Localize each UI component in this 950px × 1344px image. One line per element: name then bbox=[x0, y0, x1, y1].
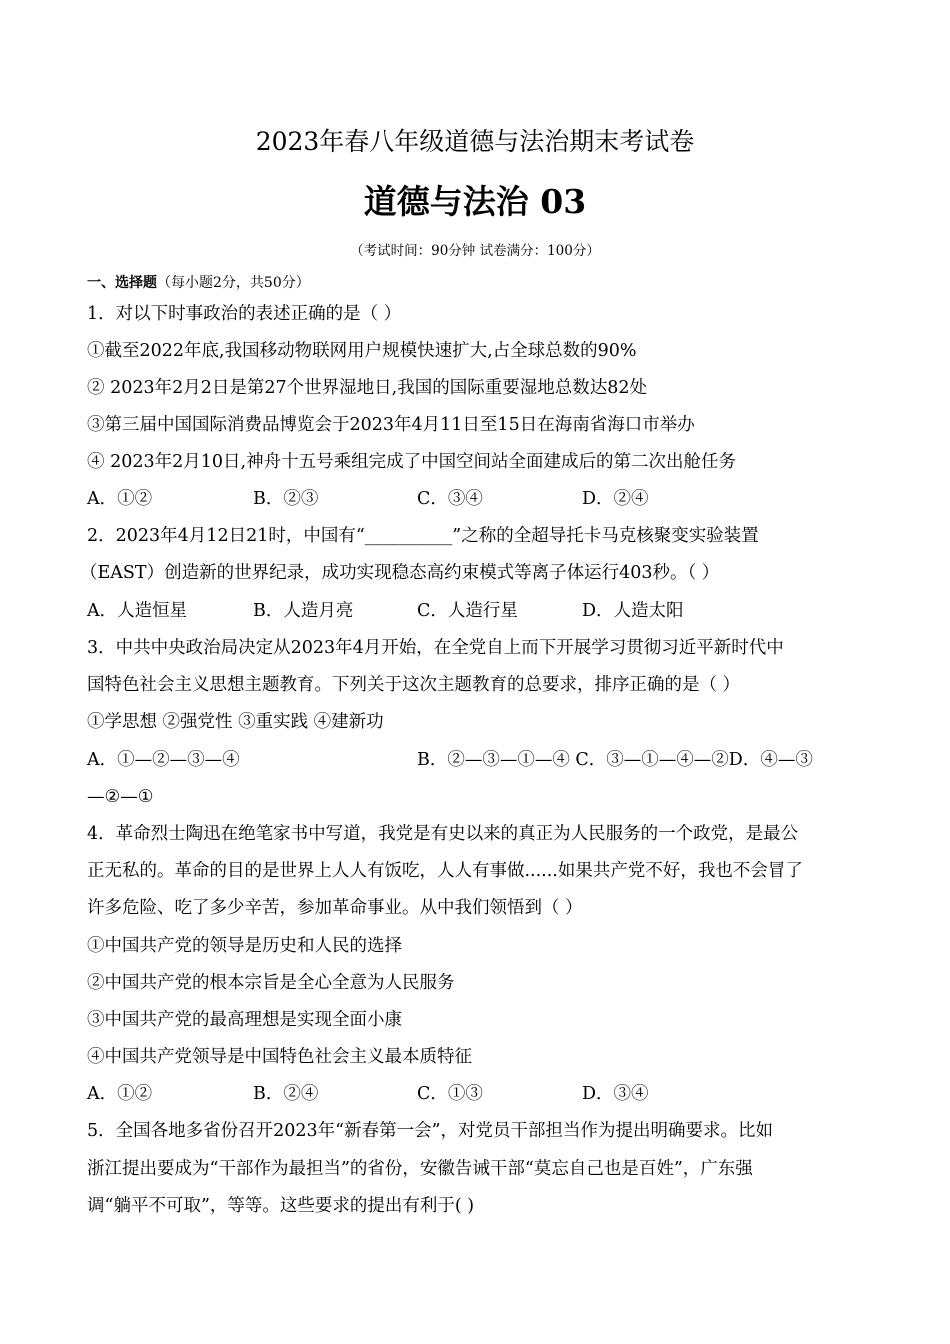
q2-option-b: B．人造月亮 bbox=[253, 601, 354, 621]
q3-items: ①学思想 ②强党性 ③重实践 ④建新功 bbox=[87, 712, 384, 732]
q3-option-a: A．①—②—③—④ bbox=[87, 750, 240, 770]
q4-stem-line: 正无私的。革命的目的是世界上人人有饭吃，人人有事做......如果共产党不好，我也不会冒了 bbox=[87, 861, 803, 881]
section-heading bbox=[87, 271, 310, 295]
q4-item: ①中国共产党的领导是历史和人民的选择 bbox=[87, 936, 402, 956]
q4-item: ②中国共产党的根本宗旨是全心全意为人民服务 bbox=[87, 973, 455, 993]
q1-option-a: A．①② bbox=[87, 489, 153, 509]
q1-item: ①截至2022年底,我国移动物联网用户规模快速扩大,占全球总数的90% bbox=[87, 341, 637, 361]
q3-stem-line: 3．中共中央政治局决定从2023年4月开始，在全党自上而下开展学习贯彻习近平新时代中 bbox=[87, 638, 784, 658]
q4-stem-line: 4．革命烈士陶迅在绝笔家书中写道，我党是有史以来的真正为人民服务的一个政党，是最公 bbox=[87, 824, 799, 844]
q3-option-bcd: B．②—③—①—④ C．③—①—④—②D．④—③ bbox=[417, 750, 813, 770]
q1-option-d: D．②④ bbox=[582, 489, 649, 509]
q1-item: ② 2023年2月2日是第27个世界湿地日,我国的国际重要湿地总数达82处 bbox=[87, 378, 647, 398]
q4-item: ④中国共产党领导是中国特色社会主义最本质特征 bbox=[87, 1047, 472, 1067]
q5-stem-line: 调“躺平不可取”，等等。这些要求的提出有利于( ) bbox=[87, 1196, 475, 1216]
subject-title: 道德与法治 03 bbox=[363, 182, 587, 221]
exam-info: （考试时间：90分钟 试卷满分：100分） bbox=[350, 243, 600, 259]
q1-option-b: B．②③ bbox=[253, 489, 319, 509]
exam-title: 2023年春八年级道德与法治期末考试卷 bbox=[255, 127, 695, 156]
section-note: （每小题2分，共50分） bbox=[157, 275, 310, 291]
q4-option-a: A．①② bbox=[87, 1084, 153, 1104]
q4-item: ③中国共产党的最高理想是实现全面小康 bbox=[87, 1010, 402, 1030]
q5-stem-line: 浙江提出要成为“干部作为最担当”的省份，安徽告诫干部“莫忘自己也是百姓”，广东强 bbox=[87, 1159, 753, 1179]
q2-option-a: A．人造恒星 bbox=[87, 601, 188, 621]
q2-option-c: C．人造行星 bbox=[417, 601, 518, 621]
q2-option-d: D．人造太阳 bbox=[582, 601, 684, 621]
q3-option-wrap: —②—① bbox=[87, 787, 154, 807]
q5-stem-line: 5．全国各地多省份召开2023年“新春第一会”，对党员干部担当作为提出明确要求。比如 bbox=[87, 1121, 774, 1141]
q3-stem-line: 国特色社会主义思想主题教育。下列关于这次主题教育的总要求，排序正确的是（ ） bbox=[87, 675, 741, 695]
q2-stem-line: （EAST）创造新的世界纪录，成功实现稳态高约束模式等离子体运行403秒。（ ） bbox=[80, 563, 720, 583]
q4-option-b: B．②④ bbox=[253, 1084, 319, 1104]
q4-stem-line: 许多危险、吃了多少辛苦，参加革命事业。从中我们领悟到（ ） bbox=[87, 898, 583, 918]
q1-item: ④ 2023年2月10日,神舟十五号乘组完成了中国空间站全面建成后的第二次出舱任务 bbox=[87, 452, 737, 472]
q2-stem-line: 2．2023年4月12日21时，中国有“__________”之称的全超导托卡马克核聚变实验装置 bbox=[87, 526, 759, 546]
q1-stem: 1．对以下时事政治的表述正确的是（ ） bbox=[87, 304, 402, 324]
q4-option-d: D．③④ bbox=[582, 1084, 649, 1104]
q4-option-c: C．①③ bbox=[417, 1084, 483, 1104]
q1-option-c: C．③④ bbox=[417, 489, 483, 509]
section-title: 一、选择题 bbox=[87, 275, 157, 291]
q1-item: ③第三届中国国际消费品博览会于2023年4月11日至15日在海南省海口市举办 bbox=[87, 415, 695, 435]
